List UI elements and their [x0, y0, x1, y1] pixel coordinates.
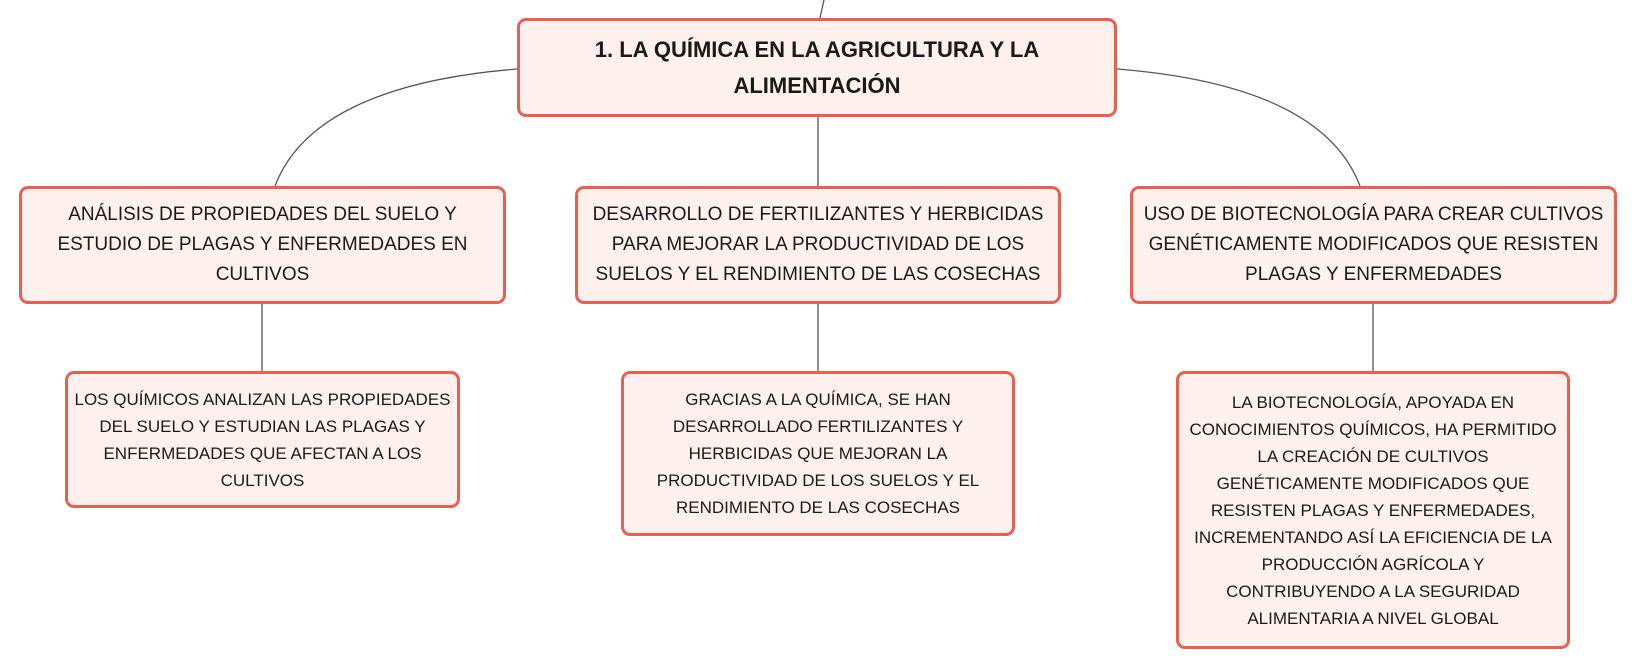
detail-node-soil-analysis[interactable] — [65, 371, 460, 508]
root-topic-node[interactable] — [517, 18, 1117, 117]
detail-label-fertilizers: GRACIAS A LA QUÍMICA, SE HAN DESARROLLADO FERTILIZANTES Y HERBICIDAS QUE MEJORAN LA PRODUCTIVIDAD DE LOS SUELOS Y EL RENDIMIENTO DE LAS COSECHAS — [656, 390, 980, 517]
connector-parent-to-root — [820, 0, 824, 18]
branch-label-soil-analysis: ANÁLISIS DE PROPIEDADES DEL SUELO Y ESTUDIO DE PLAGAS Y ENFERMEDADES EN CULTIVOS — [57, 204, 468, 285]
connector-root-to-left-branch — [275, 69, 517, 186]
detail-label-soil-analysis: LOS QUÍMICOS ANALIZAN LAS PROPIEDADES DEL SUELO Y ESTUDIAN LAS PLAGAS Y ENFERMEDADES QUE AFECTAN A LOS CULTIVOS — [74, 389, 451, 490]
branch-node-soil-analysis[interactable] — [19, 186, 506, 304]
detail-node-biotechnology[interactable] — [1176, 371, 1570, 649]
detail-label-biotechnology: LA BIOTECNOLOGÍA, APOYADA EN CONOCIMIENTOS QUÍMICOS, HA PERMITIDO LA CREACIÓN DE CULTIVOS GENÉTICAMENTE MODIFICADOS QUE RESISTEN PLAGAS Y ENFERMEDADES, INCREMENTANDO ASÍ LA EFICIENCIA DE LA PRODUCCIÓN AGRÍCOLA Y CONTRIBUYENDO A LA SEGURIDAD ALIMENTARIA A NIVEL GLOBAL — [1189, 392, 1557, 628]
branch-node-biotechnology[interactable] — [1130, 186, 1617, 304]
branch-label-fertilizers: DESARROLLO DE FERTILIZANTES Y HERBICIDAS PARA MEJORAR LA PRODUCTIVIDAD DE LOS SUELOS Y EL RENDIMIENTO DE LAS COSECHAS — [592, 204, 1044, 285]
branch-label-biotechnology: USO DE BIOTECNOLOGÍA PARA CREAR CULTIVOS GENÉTICAMENTE MODIFICADOS QUE RESISTEN PLAGAS Y ENFERMEDADES — [1143, 204, 1604, 285]
connector-root-to-right-branch — [1117, 69, 1360, 186]
root-topic-label: 1. LA QUÍMICA EN LA AGRICULTURA Y LA ALIMENTACIÓN — [594, 36, 1040, 98]
branch-node-fertilizers[interactable] — [575, 186, 1061, 304]
detail-node-fertilizers[interactable] — [621, 371, 1015, 536]
